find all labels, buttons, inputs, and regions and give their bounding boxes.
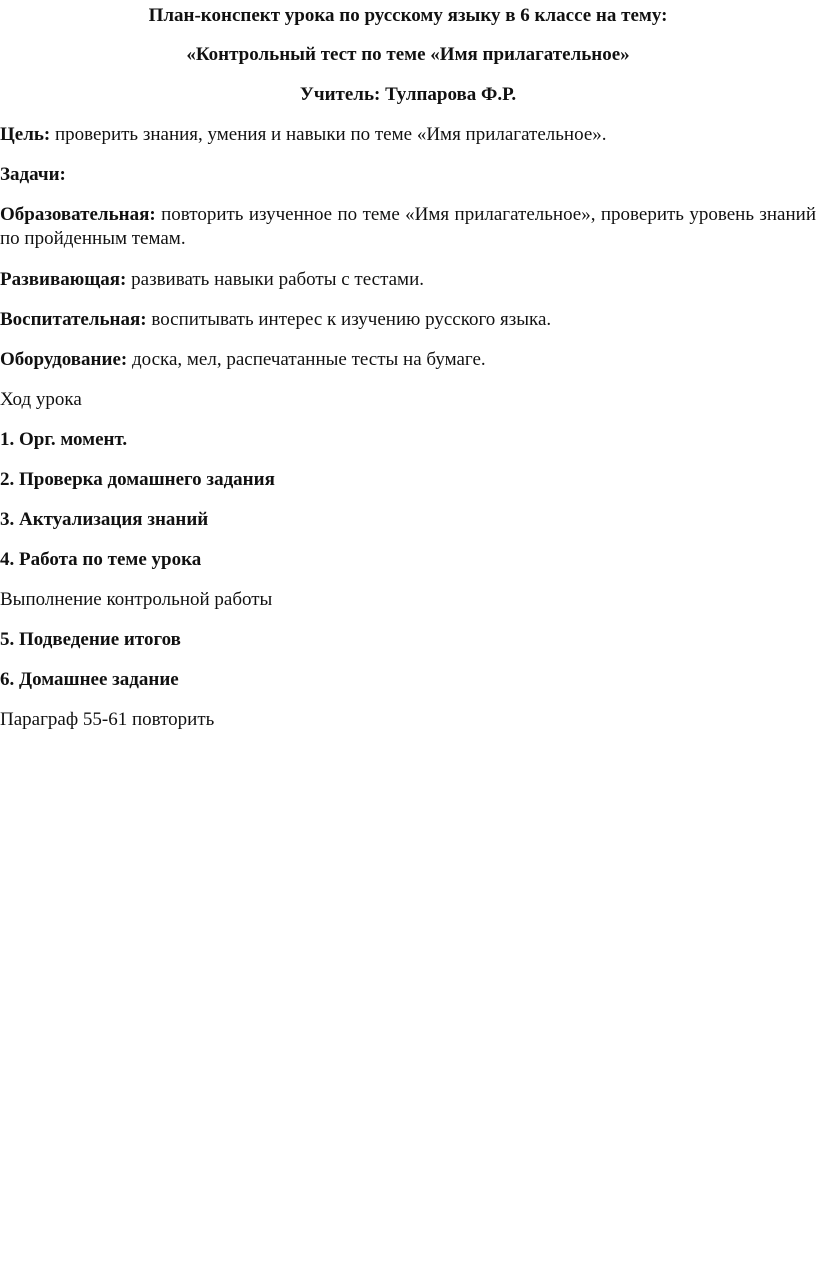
lesson-step-2: 2. Проверка домашнего задания — [0, 469, 275, 490]
educational-label: Образовательная: — [0, 204, 156, 225]
teacher-line: Учитель: Тулпарова Ф.Р. — [299, 84, 517, 105]
title-line-1: План-конспект урока по русскому языку в 6 классе на тему: — [148, 5, 668, 26]
goal-paragraph — [0, 123, 816, 147]
educational-text: повторить изученное по теме «Имя прилагательное», проверить уровень знаний по пройденным темам. — [0, 204, 816, 249]
equipment-label: Оборудование: — [0, 349, 128, 370]
upbringing-text: воспитывать интерес к изучению русского языка. — [146, 309, 552, 330]
developing-paragraph — [0, 268, 816, 292]
educational-paragraph — [0, 203, 816, 251]
upbringing-paragraph — [0, 308, 816, 332]
developing-text: развивать навыки работы с тестами. — [126, 269, 424, 290]
equipment-text: доска, мел, распечатанные тесты на бумаге. — [127, 349, 486, 370]
goal-text: проверить знания, умения и навыки по теме «Имя прилагательное». — [50, 124, 607, 145]
upbringing-label: Воспитательная: — [0, 309, 147, 330]
lesson-step-1: 1. Орг. момент. — [0, 429, 128, 450]
lesson-step-5: 5. Подведение итогов — [0, 629, 181, 650]
developing-label: Развивающая: — [0, 269, 127, 290]
tasks-heading: Задачи: — [0, 164, 66, 185]
goal-label: Цель: — [0, 124, 51, 145]
lesson-heading: Ход урока — [0, 389, 82, 410]
lesson-step-4: 4. Работа по теме урока — [0, 549, 202, 570]
equipment-paragraph — [0, 348, 816, 372]
lesson-step-3: 3. Актуализация знаний — [0, 509, 209, 530]
step-4-note: Выполнение контрольной работы — [0, 589, 273, 610]
lesson-step-6: 6. Домашнее задание — [0, 669, 179, 690]
homework-text: Параграф 55-61 повторить — [0, 709, 215, 730]
title-line-2: «Контрольный тест по теме «Имя прилагательное» — [186, 44, 630, 65]
